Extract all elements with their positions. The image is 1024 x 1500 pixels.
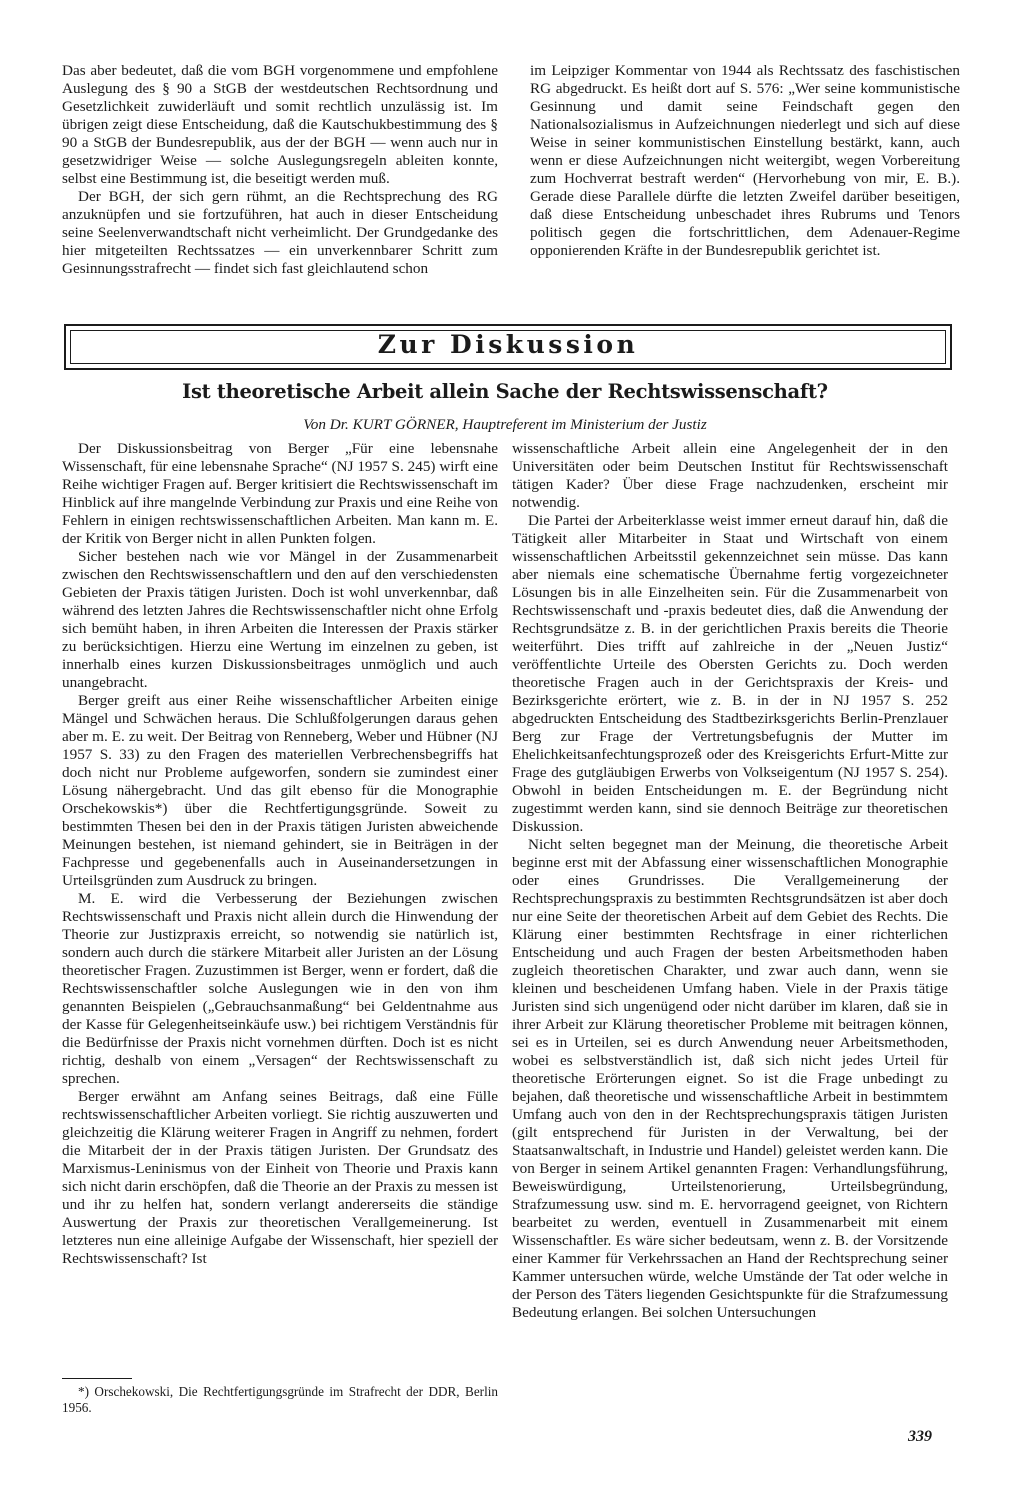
paragraph: Der BGH, der sich gern rühmt, an die Rechtsprechung des RG anzuknüpfen und sie fortzuführen, hat auch in dieser Entscheidung seine Seelenverwandtschaft nicht verheimlicht. Der Grundgedanke des hier mitgeteilten Rechtssatzes — ein unverkennbarer Schritt zum Gesinnungsstrafrecht — findet sich fast gleichlautend schon [62,188,498,277]
paragraph: Sicher bestehen nach wie vor Mängel in der Zusammenarbeit zwischen den Rechtswissenschaftlern und den auf den verschiedensten Gebieten der Praxis tätigen Juristen. Doch ist wohl unverkennbar, daß während des letzten Jahres die Rechtswissenschaftler nicht ohne Erfolg sich bemüht haben, in ihren Arbeiten die Interessen der Praxis stärker zu berücksichtigen. Hierzu eine Wertung im einzelnen zu geben, ist innerhalb eines kurzen Diskussionsbeitrages unmöglich und auch unangebracht. [62,548,498,691]
footnote-divider [62,1378,132,1379]
article-byline: Von Dr. KURT GÖRNER, Hauptreferent im Ministerium der Justiz [303,416,707,433]
footnote: *) Orschekowski, Die Rechtfertigungsgründe im Strafrecht der DDR, Berlin 1956. [62,1384,498,1415]
paragraph: Berger erwähnt am Anfang seines Beitrags, daß eine Fülle rechtswissenschaftlicher Arbeiten vorliegt. Sie richtig auszuwerten und gleichzeitig die Klärung weiterer Fragen in Angriff zu nehmen, fordert die Mitarbeit der in der Praxis tätigen Juristen. Der Grundsatz des Marxismus-Leninismus von der Einheit von Theorie und Praxis kann sich nicht darin erschöpfen, daß die Theorie an der Praxis zu messen ist und ihr zu helfen hat, sondern verlangt andererseits die ständige Auswertung der Praxis zur theoretischen Verallgemeinerung. Ist letzteres nun eine alleinige Aufgabe der Wissenschaft, hier speziell der Rechtswissenschaft? Ist [62,1088,498,1267]
paragraph: wissenschaftliche Arbeit allein eine Angelegenheit der in den Universitäten oder beim Deutschen Institut für Rechtswissenschaft tätigen Kader? Über diese Frage nachzudenken, erscheint mir notwendig. [512,440,948,511]
paragraph: Der Diskussionsbeitrag von Berger „Für eine lebensnahe Wissenschaft, für eine lebensnahe Sprache“ (NJ 1957 S. 245) wirft eine Reihe wichtiger Fragen auf. Berger kritisiert die Rechtswissenschaft im Hinblick auf ihre mangelnde Verbindung zur Praxis und eine Reihe von Fehlern in einigen rechtswissenschaftlichen Arbeiten. Man kann m. E. der Kritik von Berger nicht in allen Punkten folgen. [62,440,498,547]
article-column-left [62,440,498,1268]
paragraph: Das aber bedeutet, daß die vom BGH vorgenommene und empfohlene Auslegung des § 90 a StGB der westdeutschen Rechtsordnung und Gesetzlichkeit zuwiderläuft und somit rechtlich unzulässig ist. Im übrigen zeigt diese Entscheidung, daß die Kautschukbestimmung des § 90 a StGB der Bundesrepublik, aus der der BGH — wenn auch nur in gesetzwidriger Weise — solche Auslegungsregeln ableiten konnte, selbst eine Bestimmung ist, die beseitigt werden muß. [62,62,498,187]
intro-column-left [62,62,498,278]
intro-column-right [530,62,960,260]
paragraph: M. E. wird die Verbesserung der Beziehungen zwischen Rechtswissenschaft und Praxis nicht allein durch die Hinwendung der Theorie zur Justizpraxis erreicht, so notwendig sie natürlich ist, sondern auch durch die stärkere Mitarbeit aller Juristen an der Lösung theoretischer Fragen. Zuzustimmen ist Berger, wenn er fordert, daß die Rechtswissenschaftler solche Auslegungen wie in den von ihm genannten Beispielen („Gebrauchsanmaßung“ bei Geldentnahme aus der Kasse für Gelegenheitseinkäufe usw.) bei richtigem Verständnis für die Bedürfnisse der Praxis nicht vornehmen dürften. Doch ist es nicht richtig, deshalb von einem „Versagen“ der Rechtswissenschaft zu sprechen. [62,890,498,1087]
article-column-right [512,440,948,1322]
paragraph: Nicht selten begegnet man der Meinung, die theoretische Arbeit beginne erst mit der Abfassung einer wissenschaftlichen Monographie oder eines Grundrisses. Die Verallgemeinerung der Rechtsprechungspraxis zu bestimmten Rechtsgrundsätzen ist aber doch nur eine Seite der theoretischen Arbeit auf dem Gebiet des Rechts. Die Klärung einer bestimmten Rechtsfrage in einer richterlichen Entscheidung und auch Fragen der besten Arbeitsmethoden haben zugleich theoretischen Charakter, und zwar auch dann, wenn sie kleinen und bescheidenen Umfang haben. Viele in der Praxis tätige Juristen sind sich ungenügend oder nicht darüber im klaren, daß sie in ihrer Arbeit zur Klärung theoretischer Probleme mit beitragen können, sei es in Urteilen, sei es durch Anwendung neuer Arbeitsmethoden, wobei es selbstverständlich ist, daß sich nicht jedes Urteil für theoretische Erörterungen eignet. So ist die Frage unbedingt zu bejahen, daß theoretische und wissenschaftliche Arbeit in bestimmtem Umfang auch von den in der Rechtsprechungspraxis tätigen Juristen (gilt entsprechend für Juristen in der Verwaltung, bei der Staatsanwaltschaft, in Industrie und Handel) geleistet werden kann. Die von Berger in seinem Artikel genannten Fragen: Verhandlungsführung, Beweiswürdigung, Urteilstenorierung, Urteilsbegründung, Strafzumessung usw. sind m. E. hervorragend geeignet, von Richtern bearbeitet zu werden, eventuell in Zusammenarbeit mit einem Wissenschaftler. Es wäre sicher bedeutsam, wenn z. B. der Vorsitzende einer Kammer für Verkehrssachen an Hand der Rechtsprechung seiner Kammer untersuchen würde, welche Umstände der Tat oder welche in der Person des Täters liegenden Gesichtspunkte für die Strafzumessung Bedeutung erlangen. Bei solchen Untersuchungen [512,836,948,1321]
paragraph: Die Partei der Arbeiterklasse weist immer erneut darauf hin, daß die Tätigkeit aller Mitarbeiter in Staat und Wirtschaft von einem wissenschaftlichen Arbeitsstil gekennzeichnet sein müsse. Das kann aber niemals eine schematische Übernahme fertig vorgezeichneter Lösungen bis in alle Einzelheiten sein. Für die Zusammenarbeit von Rechtswissenschaft und -praxis bedeutet dies, daß die Anwendung der Rechtsgrundsätze z. B. in der gerichtlichen Praxis bereits die Theorie weiterführt. Dies trifft auf zahlreiche in der „Neuen Justiz“ veröffentlichte Urteile des Obersten Gerichts zu. Doch werden theoretische Fragen auch in der Gerichtspraxis der Kreis- und Bezirksgerichte erörtert, wie z. B. in der in NJ 1957 S. 252 abgedruckten Entscheidung des Stadtbezirksgerichts Berlin-Prenzlauer Berg zur Frage der Vertretungsbefugnis der Mutter im Ehelichkeitsanfechtungsprozeß oder des Kreisgerichts Erfurt-Mitte zur Frage des gutgläubigen Erwerbs von Volkseigentum (NJ 1957 S. 254). Obwohl in beiden Entscheidungen m. E. der Begründung nicht zugestimmt werden kann, sind sie dennoch Beiträge zur theoretischen Diskussion. [512,512,948,835]
article-title: Ist theoretische Arbeit allein Sache der Rechtswissenschaft? [182,380,828,403]
paragraph: im Leipziger Kommentar von 1944 als Rechtssatz des faschistischen RG abgedruckt. Es heißt dort auf S. 576: „Wer seine kommunistische Gesinnung und damit seine Feindschaft gegen den Nationalsozialismus in Aufzeichnungen niederlegt und sich auf diese Weise in seiner kommunistischen Einstellung bestärkt, kann, auch wenn er diese Aufzeichnungen nicht weitergibt, wegen Vorbereitung zum Hochverrat bestraft werden“ (Hervorhebung von mir, E. B.). Gerade diese Parallele dürfte die letzten Zweifel darüber beseitigen, daß diese Entscheidung unbeschadet ihres Rubrums und Tenors politisch gegen die fortschrittlichen, dem Adenauer-Regime opponierenden Kräfte in der Bundesrepublik gerichtet ist. [530,62,960,259]
section-title: Zur Diskussion [377,330,639,359]
section-header-box [64,324,952,370]
page-number: 339 [908,1428,932,1445]
paragraph: Berger greift aus einer Reihe wissenschaftlicher Arbeiten einige Mängel und Schwächen heraus. Die Schlußfolgerungen daraus gehen aber m. E. zu weit. Der Beitrag von Renneberg, Weber und Hübner (NJ 1957 S. 33) zu den Fragen des materiellen Verbrechensbegriffs hat doch nicht nur Probleme aufgeworfen, sondern sie zumindest einer Lösung nähergebracht. Und das gilt ebenso für die Monographie Orschekowskis*) über die Rechtfertigungsgründe. Soweit zu bestimmten Thesen bei den in der Praxis tätigen Juristen abweichende Meinungen bestehen, ist niemand gehindert, sie in Beiträgen in der Fachpresse und gegebenenfalls auch in Auseinandersetzungen in Urteilsgründen zum Ausdruck zu bringen. [62,692,498,889]
